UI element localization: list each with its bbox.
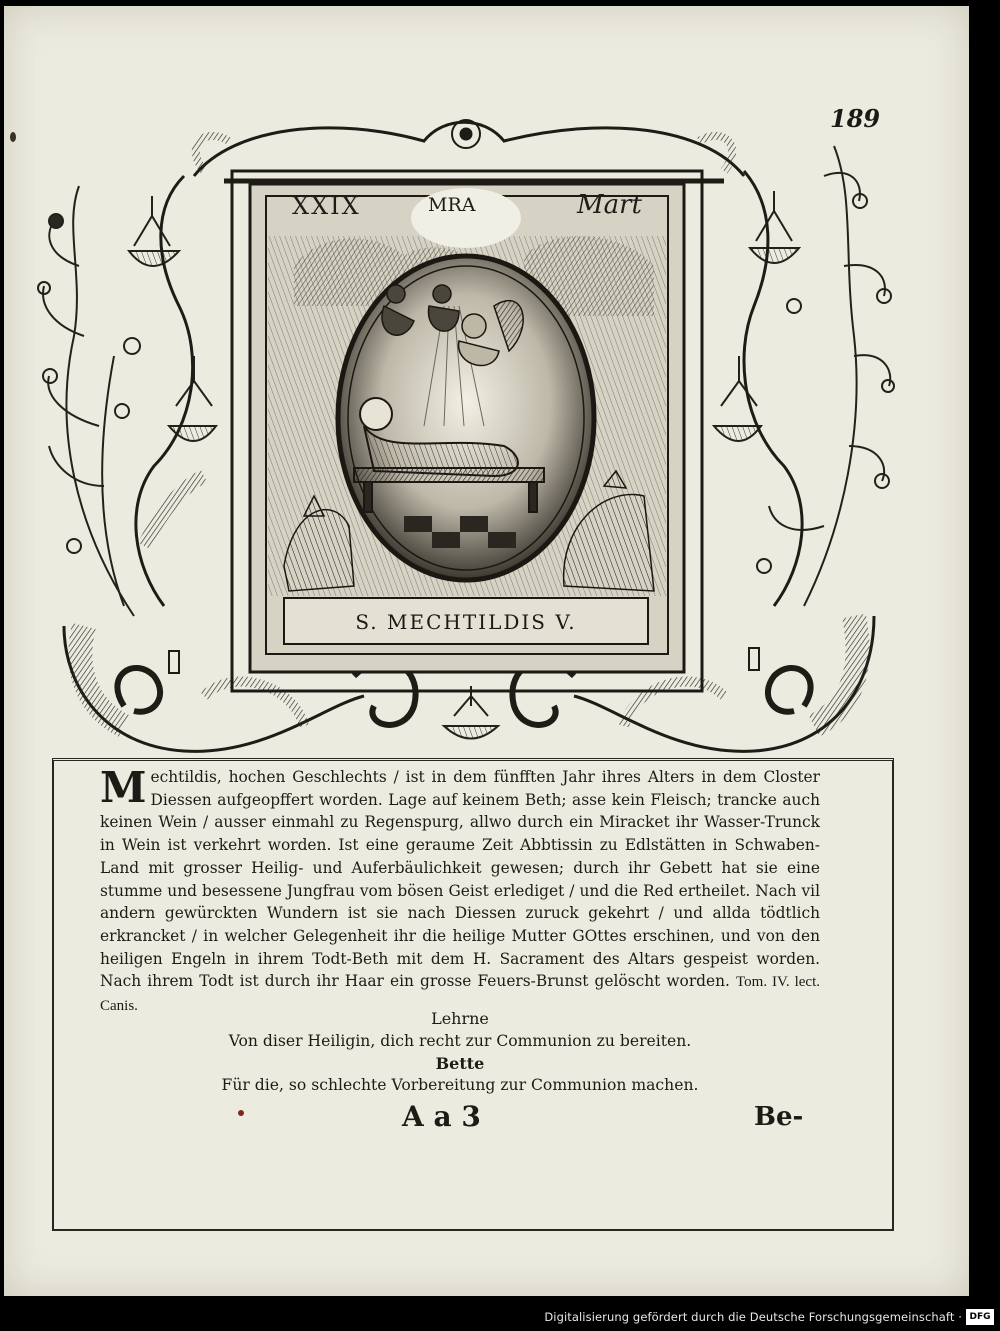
plate-month: Mart bbox=[577, 190, 642, 220]
signature-mark: A a 3 bbox=[402, 1100, 481, 1133]
saint-caption: S. MECHTILDIS V. bbox=[355, 610, 577, 634]
citation: Tom. IV. lect. Canis. bbox=[100, 974, 820, 1015]
page-number: 189 bbox=[830, 104, 881, 133]
drop-initial: M bbox=[100, 763, 147, 812]
bette-text: Für die, so schlechte Vorbereitung zur Communion machen. bbox=[221, 1076, 699, 1094]
catchword: Be- bbox=[754, 1102, 804, 1132]
dfg-logo-icon: DFG bbox=[966, 1309, 994, 1325]
plate-day: XXIX bbox=[292, 192, 361, 220]
ink-spot bbox=[238, 1110, 244, 1116]
bette-heading: Bette bbox=[435, 1054, 485, 1073]
footer-bar bbox=[0, 1306, 1000, 1331]
footer-credit: Digitalisierung gefördert durch die Deutsche Forschungsgemeinschaft · bbox=[544, 1310, 962, 1324]
body-text bbox=[100, 763, 820, 1018]
left-scales-ornament bbox=[129, 196, 216, 441]
engraving-illustration bbox=[4, 6, 969, 766]
ink-spot bbox=[10, 132, 16, 142]
plate-title bbox=[286, 192, 646, 232]
lehrne-heading: Lehrne bbox=[431, 1009, 489, 1028]
plate-monogram: MRA bbox=[428, 194, 476, 216]
book-page bbox=[4, 6, 969, 1296]
lehrne-text: Von diser Heiligin, dich recht zur Communion zu bereiten. bbox=[228, 1032, 692, 1050]
main-paragraph: echtildis, hochen Geschlechts / ist in dem fünfften Jahr ihres Alters in dem Closter Diessen aufgeopffert worden. Lage auf keinem Beth; asse kein Fleisch; trancke auch keinen Wein / ausser einmahl zu Regenspurg, allwo durch ein Miracket ihr Wasser-Trunck in Wein ist verkehrt worden. Ist eine geraume Zeit Abbtissin zu Edlstätten in Schwaben-Land mit grosser Heilig- und Auferbäulichkeit gewesen; durch ihr Gebett hat sie eine stumme und besessene Jungfrau vom bösen Geist erlediget / und die Red ertheilet. Nach vil andern gewürckten Wundern ist sie nach Diessen zuruck gekehrt / und allda tödtlich erkrancket / in welcher Gelegenheit ihr die heilige Mutter GOttes erschinen, und von den heiligen Engeln in ihrem Todt-Beth mit dem H. Sacrament des Altars gespeist worden. Nach ihrem Todt ist durch ihr Haar ein grosse Feuers-Brunst gelöscht worden. bbox=[100, 768, 820, 991]
